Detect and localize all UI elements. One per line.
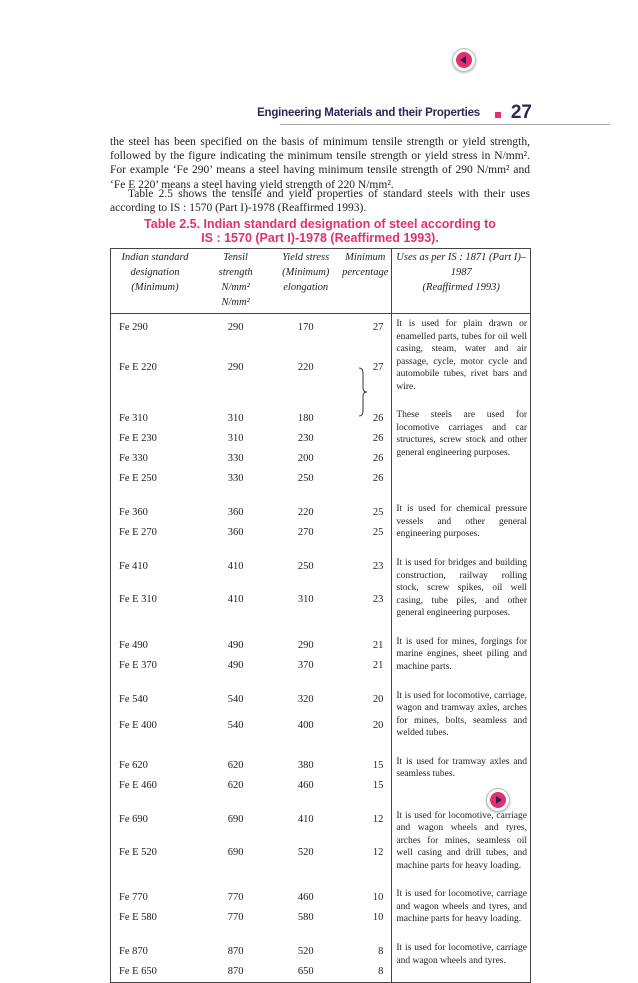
table-row [111,314,531,359]
cell-elongation: 15 [372,779,384,791]
cell-designation: Fe 310 [119,413,148,424]
cell-designation: Fe 690 [119,813,148,825]
cell-designation: Fe E 310 [119,594,157,606]
header-minimum: Minimum percentage [339,249,392,314]
cell-uses: It is used for bridges and building construction, railway rolling stock, screw spikes, oil well casing, tube piles, and other general engineering purposes. [392,553,531,622]
page-number: 27 [510,102,532,123]
cell-tensile: 410 [227,561,244,572]
cell-yield: 250 [297,561,314,572]
cell-yield: 520 [297,846,314,858]
header-rule [280,124,610,125]
cell-elongation: 21 [372,659,384,671]
cell-designation: Fe 410 [119,561,148,572]
cell-designation: Fe E 230 [119,433,157,444]
running-title: Engineering Materials and their Properties [257,107,480,119]
cell-elongation: 23 [372,594,384,606]
header-square-icon [495,112,501,118]
table-row [111,938,531,962]
cell-tensile: 410 [227,594,244,606]
cell-tensile: 540 [227,693,244,705]
cell-tensile: 490 [227,639,244,651]
cell-tensile: 690 [227,846,244,858]
cell-elongation: 27 [372,322,384,333]
cell-yield: 410 [297,813,314,825]
cell-elongation: 10 [372,892,384,903]
cell-tensile: 330 [227,473,244,484]
cell-uses: It is used for locomotive, carriage, wagon and tramway axles, arches for mines, bolts, seamless and welded tubes. [392,686,531,742]
cell-tensile: 290 [227,322,244,333]
table-row [111,752,531,776]
cell-tensile: 490 [227,659,244,671]
cell-designation: Fe 290 [119,322,148,333]
body-paragraph-2: Table 2.5 shows the tensile and yield properties of standard steels with their uses according to IS : 1570 (Part I)-1978 (Reaffirmed 1993). [110,188,530,215]
cell-elongation: 27 [372,362,384,374]
cell-designation: Fe 620 [119,759,148,771]
group-spacer [111,874,531,884]
cell-yield: 320 [297,693,314,705]
cell-elongation: 26 [372,453,384,464]
group-spacer [111,676,531,686]
cell-uses: These steels are used for locomotive carriages and car structures, screw stock and other general engineering purposes. [392,405,531,489]
cell-designation: Fe 490 [119,639,148,651]
cell-yield: 310 [297,594,314,606]
cell-designation: Fe E 370 [119,659,157,671]
cell-designation: Fe E 650 [119,966,157,977]
cell-designation: Fe 540 [119,693,148,705]
cell-tensile: 310 [227,413,244,424]
cell-yield: 370 [297,659,314,671]
cell-tensile: 620 [227,759,244,771]
cell-elongation: 12 [372,846,384,858]
running-header [110,102,532,125]
cell-uses: It is used for locomotive, carriage and wagon wheels and tyres, and machine parts for heavy loading. [392,884,531,928]
cell-tensile: 770 [227,912,244,923]
cell-designation: Fe E 520 [119,846,157,858]
cell-elongation: 25 [372,507,384,518]
cell-yield: 460 [297,892,314,903]
group-spacer [111,796,531,806]
steel-designation-table [110,248,531,983]
uses-spacer [392,543,531,553]
cell-elongation: 23 [372,561,384,572]
cell-uses: It is used for mines, forgings for marine engines, sheet piling and machine parts. [392,632,531,676]
cell-designation: Fe 770 [119,892,148,903]
cell-elongation: 26 [372,433,384,444]
cell-tensile: 310 [227,433,244,444]
table-row [111,686,531,717]
cell-yield: 230 [297,433,314,444]
cell-yield: 400 [297,720,314,732]
cell-designation: Fe E 460 [119,779,157,791]
cell-yield: 250 [297,473,314,484]
left-arrow-icon [456,52,472,68]
cell-uses: It is used for chemical pressure vessels and other general engineering purposes. [392,499,531,543]
table-header-row [111,249,531,314]
uses-spacer [392,874,531,884]
uses-spacer [392,622,531,632]
cell-yield: 650 [297,966,314,977]
cell-designation: Fe 870 [119,946,148,957]
cell-elongation: 21 [372,639,384,651]
group-spacer [111,928,531,938]
cell-designation: Fe E 400 [119,720,157,732]
cell-tensile: 690 [227,813,244,825]
cell-designation: Fe E 270 [119,527,157,538]
table-row [111,884,531,908]
cell-yield: 220 [297,507,314,518]
previous-page-button[interactable] [452,48,476,72]
cell-elongation: 20 [372,720,384,732]
cell-uses: It is used for locomotive, carriage and wagon wheels and tyres, arches for mines, seamless oil well casing and drill tubes, and machine parts for heavy loading. [392,806,531,875]
cell-elongation: 8 [378,966,384,977]
cell-yield: 220 [297,362,314,374]
table-row [111,499,531,523]
group-spacer [111,395,531,405]
group-brace [358,367,368,417]
cell-designation: Fe 330 [119,453,148,464]
uses-spacer [392,676,531,686]
cell-designation: Fe E 580 [119,912,157,923]
cell-designation: Fe 360 [119,507,148,518]
cell-yield: 460 [297,779,314,791]
cell-designation: Fe E 220 [119,362,157,374]
uses-spacer [392,796,531,806]
uses-spacer [392,395,531,405]
cell-tensile: 870 [227,946,244,957]
cell-tensile: 540 [227,720,244,732]
cell-tensile: 330 [227,453,244,464]
cell-elongation: 12 [372,813,384,825]
cell-yield: 380 [297,759,314,771]
header-uses: Uses as per IS : 1871 (Part I)–1987 (Reaffirmed 1993) [392,249,531,314]
header-designation: Indian standard designation (Minimum) [111,249,199,314]
header-tensile: Tensil strength N/mm² N/mm² [199,249,272,314]
body-paragraph-1: the steel has been specified on the basis of minimum tensile strength or yield strength, followed by the figure indicating the minimum tensile strength or yield stress in N/mm². For example ‘Fe 290’ means a steel having minimum tensile strength of 290 N/mm² and ‘Fe E 220’ means a steel having yield strength of 220 N/mm². [110,136,530,191]
uses-spacer [392,928,531,938]
cell-yield: 200 [297,453,314,464]
cell-elongation: 20 [372,693,384,705]
group-spacer [111,489,531,499]
cell-elongation: 8 [378,946,384,957]
cell-tensile: 620 [227,779,244,791]
uses-spacer [392,742,531,752]
table-caption-line-1: Table 2.5. Indian standard designation of steel according to [144,217,496,231]
cell-tensile: 770 [227,892,244,903]
cell-elongation: 15 [372,759,384,771]
cell-yield: 170 [297,322,314,333]
cell-yield: 180 [297,413,314,424]
group-spacer [111,742,531,752]
cell-tensile: 360 [227,507,244,518]
group-spacer [111,622,531,632]
cell-elongation: 25 [372,527,384,538]
uses-spacer [392,489,531,499]
group-spacer [111,543,531,553]
table-row [111,405,531,429]
cell-elongation: 26 [372,473,384,484]
cell-tensile: 360 [227,527,244,538]
cell-elongation: 26 [372,413,384,424]
cell-uses: It is used for locomotive, carriage and wagon wheels and tyres. [392,938,531,983]
cell-uses: It is used for tramway axles and seamless tubes. [392,752,531,796]
cell-tensile: 290 [227,362,244,374]
cell-yield: 270 [297,527,314,538]
table-body [111,314,531,983]
header-yield: Yield stress (Minimum) elongation [272,249,339,314]
cell-designation: Fe E 250 [119,473,157,484]
table-caption-line-2: IS : 1570 (Part I)-1978 (Reaffirmed 1993). [201,231,439,245]
table-row [111,632,531,656]
cell-yield: 580 [297,912,314,923]
cell-elongation: 10 [372,912,384,923]
cell-tensile: 870 [227,966,244,977]
cell-uses: It is used for plain drawn or enamelled parts, tubes for oil well casing, steam, water and air passage, cycle, motor cycle and automobile tubes, rivet bars and wire. [392,314,531,396]
cell-yield: 520 [297,946,314,957]
table-row [111,806,531,843]
cell-yield: 290 [297,639,314,651]
table-row [111,553,531,590]
